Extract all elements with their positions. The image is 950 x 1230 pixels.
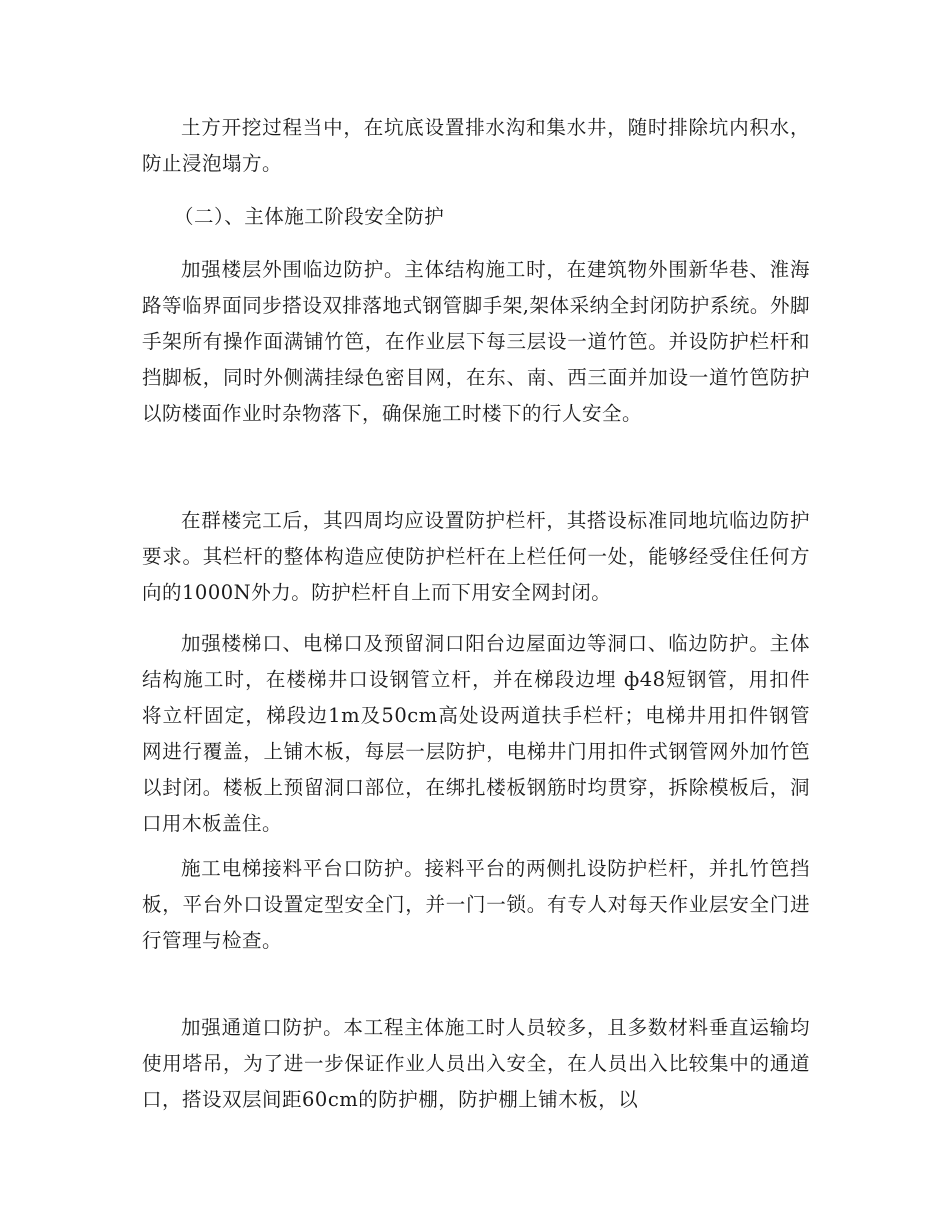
section-heading-main-structure-safety: （二）、主体施工阶段安全防护 <box>174 205 445 228</box>
paragraph-podium-railing: 在群楼完工后，其四周均应设置防护栏杆，其搭设标准同地坑临边防护要求。其栏杆的整体构造应使防护栏杆在上栏任何一处，能够经受住任何方向的1000N外力。防护栏杆自上而下用安全网封闭。 <box>142 509 810 604</box>
paragraph-passage-protection: 加强通道口防护。本工程主体施工时人员较多，且多数材料垂直运输均使用塔吊，为了进一步保证作业人员出入安全，在人员出入比较集中的通道口，搭设双层间距60cm的防护棚，防护棚上铺木板，以 <box>142 1016 810 1111</box>
paragraph-stair-elevator-openings: 加强楼梯口、电梯口及预留洞口阳台边屋面边等洞口、临边防护。主体结构施工时，在楼梯井口设钢管立杆，并在梯段边埋 ф48短钢管，用扣件将立杆固定，梯段边1m及50cm高处设两道扶手栏杆；电梯井用扣件钢管网进行覆盖，上铺木板，每层一层防护，电梯井门用扣件式钢管网外加竹笆以封闭。楼板上预留洞口部位，在绑扎楼板钢筋时均贯穿，拆除模板后，洞口用木板盖住。 <box>142 632 810 835</box>
paragraph-floor-edge-protection: 加强楼层外围临边防护。主体结构施工时，在建筑物外围新华巷、淮海路等临界面同步搭设双排落地式钢管脚手架,架体采纳全封闭防护系统。外脚手架所有操作面满铺竹笆，在作业层下每三层设一道竹笆。并设防护栏杆和挡脚板，同时外侧满挂绿色密目网，在东、南、西三面并加设一道竹笆防护以防楼面作业时杂物落下，确保施工时楼下的行人安全。 <box>142 258 810 425</box>
paragraph-elevator-platform: 施工电梯接料平台口防护。接料平台的两侧扎设防护栏杆，并扎竹笆挡板，平台外口设置定型安全门，并一门一锁。有专人对每天作业层安全门进行管理与检查。 <box>142 857 810 952</box>
paragraph-excavation-drainage: 土方开挖过程当中，在坑底设置排水沟和集水井，随时排除坑内积水，防止浸泡塌方。 <box>142 116 810 175</box>
